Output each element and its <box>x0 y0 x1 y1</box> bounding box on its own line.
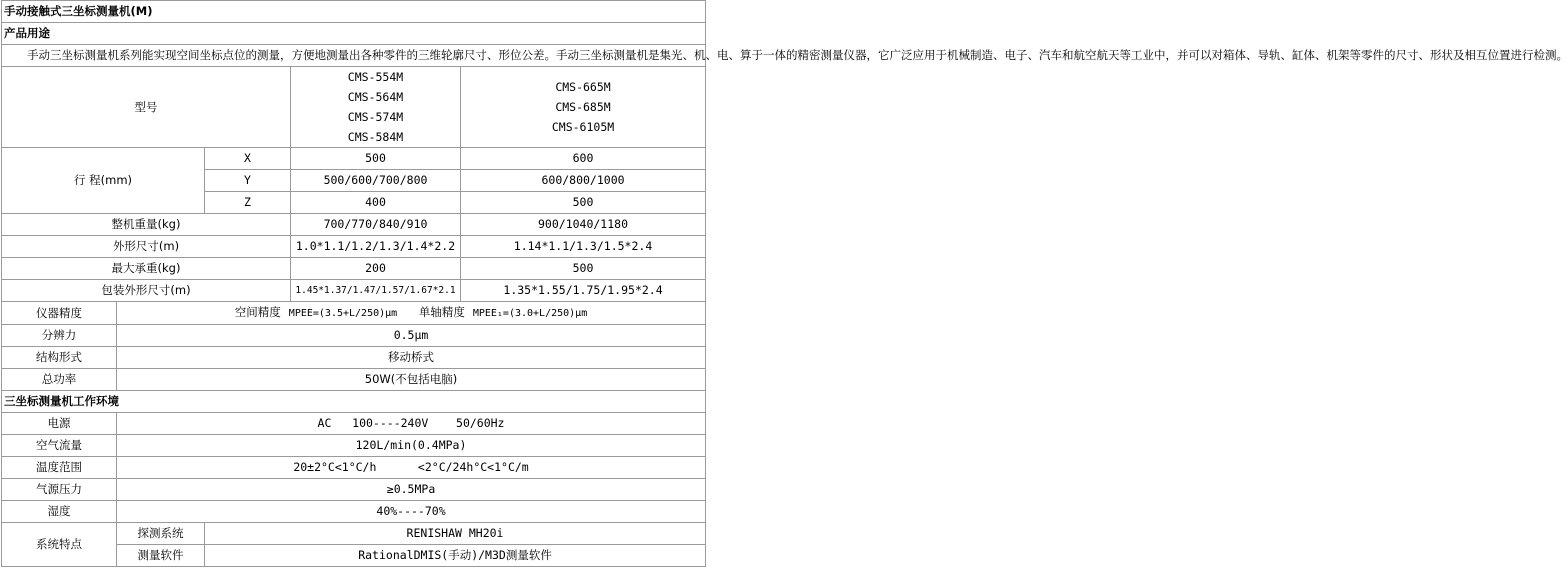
travel-value-1: 500 <box>291 148 461 170</box>
usage-text: 手动三坐标测量机系列能实现空间坐标点位的测量，方便地测量出各种零件的三维轮廓尺寸、形位公差。手动三坐标测量机是集光、机、电、算于一体的精密测量仪器，它广泛应用于机械制造、电子、汽车和航空航天等工业中，并可以对箱体、导轨、缸体、机架等零件的尺寸、形状及相互位置进行检测。 <box>2 45 706 67</box>
general-value: 移动桥式 <box>117 347 706 369</box>
system-sub-label: 测量软件 <box>117 545 205 567</box>
space-accuracy-label: 空间精度 <box>234 305 281 319</box>
usage-heading-row <box>2 23 706 45</box>
travel-value-1: 500/600/700/800 <box>291 170 461 192</box>
travel-label: 行 程(mm) <box>2 148 205 214</box>
env-label: 气源压力 <box>2 479 117 501</box>
spec-value-1: 1.45*1.37/1.47/1.57/1.67*2.1 <box>291 280 461 302</box>
model-name: CMS-584M <box>347 130 404 144</box>
env-heading-row <box>2 391 706 413</box>
env-row <box>2 501 706 523</box>
accuracy-row <box>2 302 706 325</box>
model-group-2 <box>461 67 706 148</box>
env-row <box>2 435 706 457</box>
accuracy-value <box>117 302 706 325</box>
model-row <box>2 67 706 148</box>
system-sub-label: 探测系统 <box>117 523 205 545</box>
env-label: 湿度 <box>2 501 117 523</box>
page-title: 手动接触式三坐标测量机(M) <box>2 1 706 23</box>
spec-value-2: 1.14*1.1/1.3/1.5*2.4 <box>461 236 706 258</box>
system-value: RENISHAW MH20i <box>205 523 706 545</box>
model-name: CMS-665M <box>555 80 611 94</box>
env-value: ≥0.5MPa <box>117 479 706 501</box>
general-value: 0.5μm <box>117 325 706 347</box>
env-label: 温度范围 <box>2 457 117 479</box>
usage-text-row <box>2 45 706 67</box>
spec-row-weight <box>2 214 706 236</box>
spec-value-2: 900/1040/1180 <box>461 214 706 236</box>
single-accuracy-label: 单轴精度 <box>418 305 465 319</box>
model-label: 型号 <box>2 67 291 148</box>
spec-value-1: 200 <box>291 258 461 280</box>
model-name: CMS-554M <box>347 70 404 84</box>
travel-value-2: 500 <box>461 192 706 214</box>
travel-row-x <box>2 148 706 170</box>
env-label: 电源 <box>2 413 117 435</box>
usage-heading: 产品用途 <box>2 23 706 45</box>
space-accuracy-value: MPEE=(3.5+L/250)μm <box>288 308 398 319</box>
general-row <box>2 369 706 391</box>
spec-label: 最大承重(kg) <box>2 258 291 280</box>
spec-label: 外形尺寸(m) <box>2 236 291 258</box>
system-value: RationalDMIS(手动)/M3D测量软件 <box>205 545 706 567</box>
model-name: CMS-6105M <box>551 120 615 134</box>
general-label: 总功率 <box>2 369 117 391</box>
general-label: 结构形式 <box>2 347 117 369</box>
model-name: CMS-685M <box>555 100 611 114</box>
title-row <box>2 1 706 23</box>
system-label: 系统特点 <box>2 523 117 567</box>
spec-row-package <box>2 280 706 302</box>
env-value: AC 100----240V 50/60Hz <box>117 413 706 435</box>
spec-label: 包装外形尺寸(m) <box>2 280 291 302</box>
travel-axis: Z <box>205 192 291 214</box>
model-name: CMS-574M <box>347 110 404 124</box>
spec-label: 整机重量(kg) <box>2 214 291 236</box>
general-row <box>2 347 706 369</box>
general-label: 分辨力 <box>2 325 117 347</box>
spec-value-1: 1.0*1.1/1.2/1.3/1.4*2.2 <box>291 236 461 258</box>
spec-value-2: 500 <box>461 258 706 280</box>
env-value: 20±2°C<1°C/h <2°C/24h°C<1°C/m <box>117 457 706 479</box>
spec-table <box>1 0 1568 567</box>
spec-row-load <box>2 258 706 280</box>
spec-value-1: 700/770/840/910 <box>291 214 461 236</box>
single-accuracy-value: MPEE₁=(3.0+L/250)μm <box>472 308 588 319</box>
env-row <box>2 413 706 435</box>
general-row <box>2 325 706 347</box>
env-row <box>2 479 706 501</box>
env-row <box>2 457 706 479</box>
system-row <box>2 523 706 545</box>
spec-row-size <box>2 236 706 258</box>
env-label: 空气流量 <box>2 435 117 457</box>
spec-value-2: 1.35*1.55/1.75/1.95*2.4 <box>461 280 706 302</box>
travel-value-2: 600 <box>461 148 706 170</box>
general-value: 50W(不包括电脑) <box>117 369 706 391</box>
model-group-1 <box>291 67 461 148</box>
accuracy-label: 仪器精度 <box>2 302 117 325</box>
model-name: CMS-564M <box>347 90 404 104</box>
travel-axis: Y <box>205 170 291 192</box>
env-value: 120L/min(0.4MPa) <box>117 435 706 457</box>
env-value: 40%----70% <box>117 501 706 523</box>
travel-axis: X <box>205 148 291 170</box>
travel-value-1: 400 <box>291 192 461 214</box>
travel-value-2: 600/800/1000 <box>461 170 706 192</box>
env-heading: 三坐标测量机工作环境 <box>2 391 706 413</box>
